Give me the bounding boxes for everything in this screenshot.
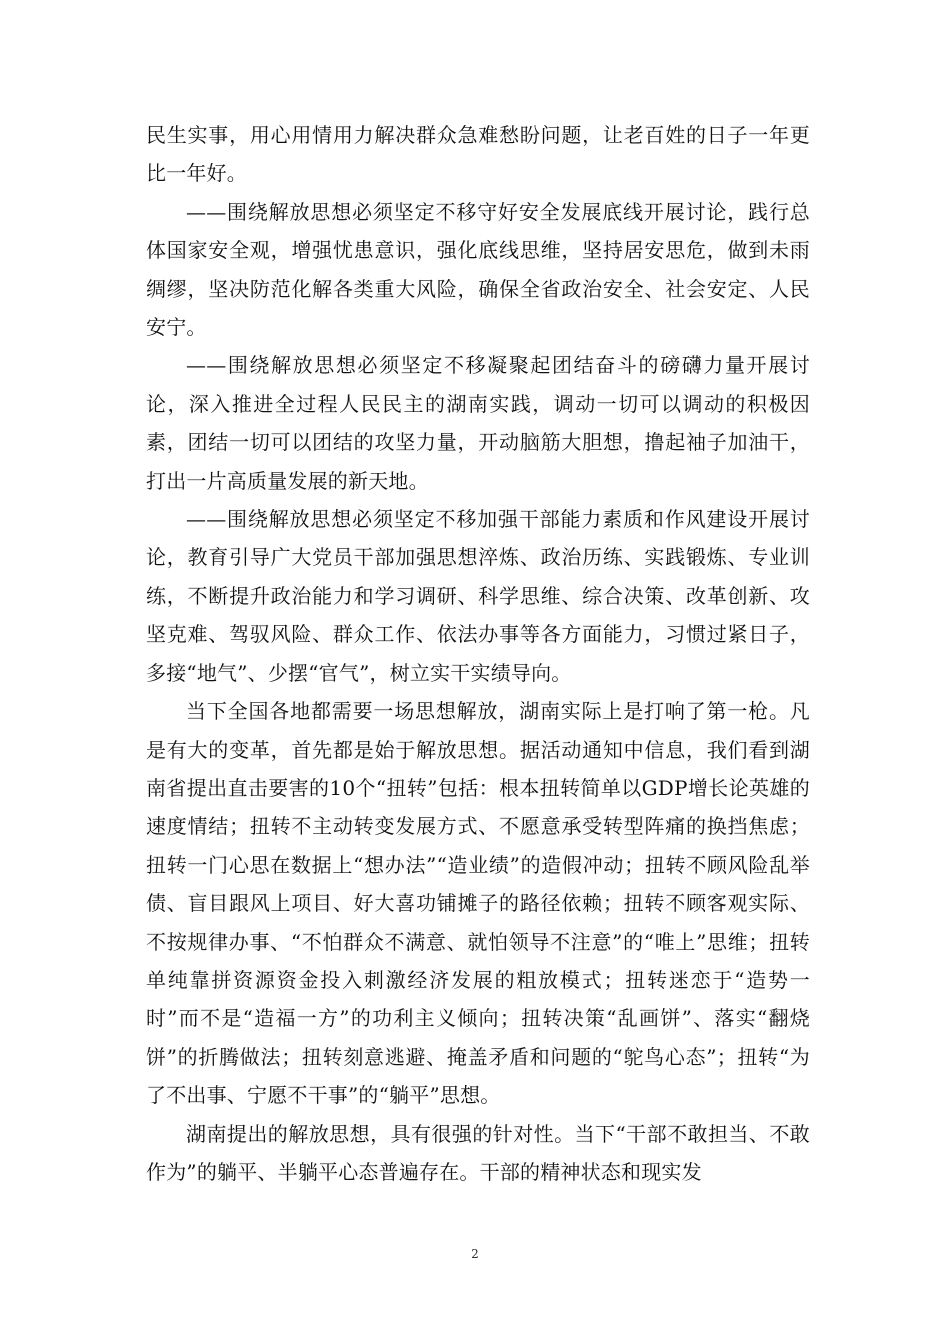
paragraph-unity-strength: ——围绕解放思想必须坚定不移凝聚起团结奋斗的磅礴力量开展讨论，深入推进全过程人民民主的湖南实践，调动一切可以调动的积极因素，团结一切可以团结的攻坚力量，开动脑筋大胆想，撸起袖子加油干，打出一片高质量发展的新天地。 [146, 353, 810, 493]
paragraph-pertinence: 湖南提出的解放思想，具有很强的针对性。当下“干部不敢担当、不敢作为”的躺平、半躺平心态普遍存在。干部的精神状态和现实发 [146, 1121, 810, 1184]
paragraph-continuation: 民生实事，用心用情用力解决群众急难愁盼问题，让老百姓的日子一年更比一年好。 [146, 123, 810, 186]
page-number: 2 [471, 1247, 479, 1261]
paragraph-ten-reversals: 当下全国各地都需要一场思想解放，湖南实际上是打响了第一枪。凡是有大的变革，首先都是始于解放思想。据活动通知中信息，我们看到湖南省提出直击要害的10个“扭转”包括：根本扭转简单以GDP增长论英雄的速度情结；扭转不主动转变发展方式、不愿意承受转型阵痛的换挡焦虑；扭转一门心思在数据上“想办法”“造业绩”的造假冲动；扭转不顾风险乱举债、盲目跟风上项目、好大喜功铺摊子的路径依赖；扭转不顾客观实际、不按规律办事、“不怕群众不满意、就怕领导不注意”的“唯上”思维；扭转单纯靠拼资源资金投入刺激经济发展的粗放模式；扭转迷恋于“造势一时”而不是“造福一方”的功利主义倾向；扭转决策“乱画饼”、落实“翻烧饼”的折腾做法；扭转刻意逃避、掩盖矛盾和问题的“鸵鸟心态”；扭转“为了不出事、宁愿不干事”的“躺平”思想。 [146, 699, 810, 1108]
paragraph-cadre-ability: ——围绕解放思想必须坚定不移加强干部能力素质和作风建设开展讨论，教育引导广大党员干部加强思想淬炼、政治历练、实践锻炼、专业训练，不断提升政治能力和学习调研、科学思维、综合决策、改革创新、攻坚克难、驾驭风险、群众工作、依法办事等各方面能力，习惯过紧日子，多接“地气”、少摆“官气”，树立实干实绩导向。 [146, 507, 810, 685]
document-body [146, 116, 810, 1191]
paragraph-safety-bottom-line: ——围绕解放思想必须坚定不移守好安全发展底线开展讨论，践行总体国家安全观，增强忧患意识，强化底线思维，坚持居安思危，做到未雨绸缪，坚决防范化解各类重大风险，确保全省政治安全、社会安定、人民安宁。 [146, 199, 810, 340]
